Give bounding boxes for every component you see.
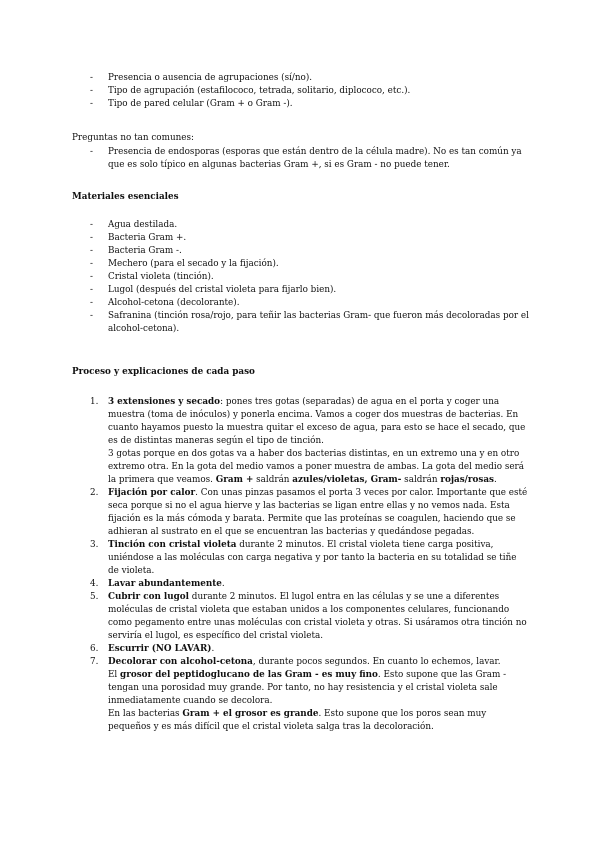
step-number: 2. — [90, 488, 99, 498]
step-paragraph — [108, 578, 530, 591]
list-item: - Bacteria Gram +. — [90, 232, 530, 245]
step-title: Decolorar con alcohol-cetona — [108, 657, 253, 667]
step-text: . Esto supone que las Gram - tengan una porosidad muy grande. Por tanto, no hay resistencia y el cristal violeta sale inmediatamente cuando se decolora. — [108, 670, 507, 706]
step-title: Fijación por calor — [108, 488, 196, 498]
step-text: saldrán — [401, 475, 441, 485]
step-text: . — [221, 579, 225, 589]
step-paragraph — [108, 487, 530, 539]
step-text: , durante pocos segundos. En cuanto lo echemos, lavar. — [252, 657, 501, 667]
step-3 — [90, 539, 530, 578]
step-paragraph — [108, 591, 530, 643]
step-number: 7. — [90, 657, 99, 667]
list-item: - Cristal violeta (tinción). — [90, 271, 530, 284]
process-heading: Proceso y explicaciones de cada paso — [72, 367, 255, 377]
step-4 — [90, 578, 530, 591]
step-title: Cubrir con lugol — [108, 592, 190, 602]
step-title: Lavar abundantemente — [108, 579, 222, 589]
materials-heading: Materiales esenciales — [72, 192, 179, 202]
step-title: Escurrir (NO LAVAR) — [108, 644, 212, 654]
step-number: 4. — [90, 579, 99, 589]
step-paragraph — [108, 539, 530, 578]
list-item: - Agua destilada. — [90, 219, 530, 232]
step-text: En las bacterias — [108, 709, 183, 719]
step-number: 3. — [90, 540, 99, 550]
step-2 — [90, 487, 530, 539]
materials-list — [90, 219, 530, 336]
list-item: - Presencia de endosporas (esporas que están dentro de la célula madre). No es tan común ya que es solo típico en algunas bacterias Gram +, si es Gram - no puede tener. — [90, 146, 530, 172]
gram-negative-thickness-label: grosor del peptidoglucano de las Gram - es muy fino — [120, 670, 378, 680]
step-text: . Esto supone que los poros sean muy pequeños y es más difícil que el cristal violeta salga tras la decoloración. — [108, 709, 487, 732]
gram-positive-label: Gram + — [215, 475, 254, 485]
step-paragraph — [108, 656, 530, 669]
step-title: Tinción con cristal violeta — [108, 540, 237, 550]
step-paragraph — [108, 643, 530, 656]
list-item: - Alcohol-cetona (decolorante). — [90, 297, 530, 310]
step-paragraph — [108, 708, 530, 734]
step-7 — [90, 656, 530, 734]
step-text: : pones tres gotas (separadas) de agua en el porta y coger una muestra (toma de inóculos) y ponerla encima. Vamos a coger dos muestras de bacterias. En cuanto hayamos puesto la muestra quitar el exceso de agua, para esto se hace el secado, que es de distintas maneras según el tipo de tinción. — [108, 397, 526, 446]
step-text: . — [493, 475, 497, 485]
step-number: 1. — [90, 397, 99, 407]
step-text: . Con unas pinzas pasamos el porta 3 veces por calor. Importante que esté seca porque si no el agua hierve y las bacterias se ligan entre ellas y no vemos nada. Esta fijación es la más cómoda y barata. Permite que las proteínas se coagulen, haciendo que se adhieran al sustrato en el que se encuentran las bacterias y quedándose pegadas. — [108, 488, 528, 537]
step-number: 5. — [90, 592, 99, 602]
step-number: 6. — [90, 644, 99, 654]
step-5 — [90, 591, 530, 643]
step-text: . — [211, 644, 215, 654]
uncommon-list — [90, 146, 530, 172]
step-text: 3 gotas porque en dos gotas va a haber dos bacterias distintas, en un extremo una y en otro extremo otra. En la gota del medio vamos a poner muestra de ambas. La gota del medio será la primera que veamos. — [108, 449, 524, 485]
step-text: El — [108, 670, 121, 680]
list-item: - Bacteria Gram -. — [90, 245, 530, 258]
list-item: - Presencia o ausencia de agrupaciones (sí/no). — [90, 72, 530, 85]
top-list — [90, 72, 530, 111]
blue-violet-label: azules/violetas, Gram- — [292, 475, 402, 485]
step-6 — [90, 643, 530, 656]
step-paragraph — [108, 448, 530, 487]
step-text: durante 2 minutos. El lugol entra en las células y se une a diferentes moléculas de cristal violeta que estaban unidos a los componentes celulares, funcionando como pegamento entre unas moléculas con cristal violeta y otras. Si usáramos otra tinción no serviría el lugol, es específico del cristal violeta. — [108, 592, 527, 641]
step-text: saldrán — [253, 475, 293, 485]
step-paragraph — [108, 396, 530, 448]
list-item: - Tipo de pared celular (Gram + o Gram -). — [90, 98, 530, 111]
red-pink-label: rojas/rosas — [440, 475, 494, 485]
list-item: - Tipo de agrupación (estafilococo, tetrada, solitario, diplococo, etc.). — [90, 85, 530, 98]
gram-positive-thickness-label: Gram + el grosor es grande — [182, 709, 319, 719]
step-text: durante 2 minutos. El cristal violeta tiene carga positiva, uniéndose a las moléculas con carga negativa y por tanto la bacteria en su totalidad se tiñe de violeta. — [108, 540, 517, 576]
list-item: - Mechero (para el secado y la fijación). — [90, 258, 530, 271]
list-item: - Safranina (tinción rosa/rojo, para teñir las bacterias Gram- que fueron más decoloradas por el alcohol-cetona). — [90, 310, 530, 336]
step-1 — [90, 396, 530, 487]
step-paragraph — [108, 669, 530, 708]
process-steps — [90, 396, 530, 734]
step-title: 3 extensiones y secado — [108, 397, 221, 407]
uncommon-heading: Preguntas no tan comunes: — [72, 133, 194, 143]
list-item: - Lugol (después del cristal violeta para fijarlo bien). — [90, 284, 530, 297]
